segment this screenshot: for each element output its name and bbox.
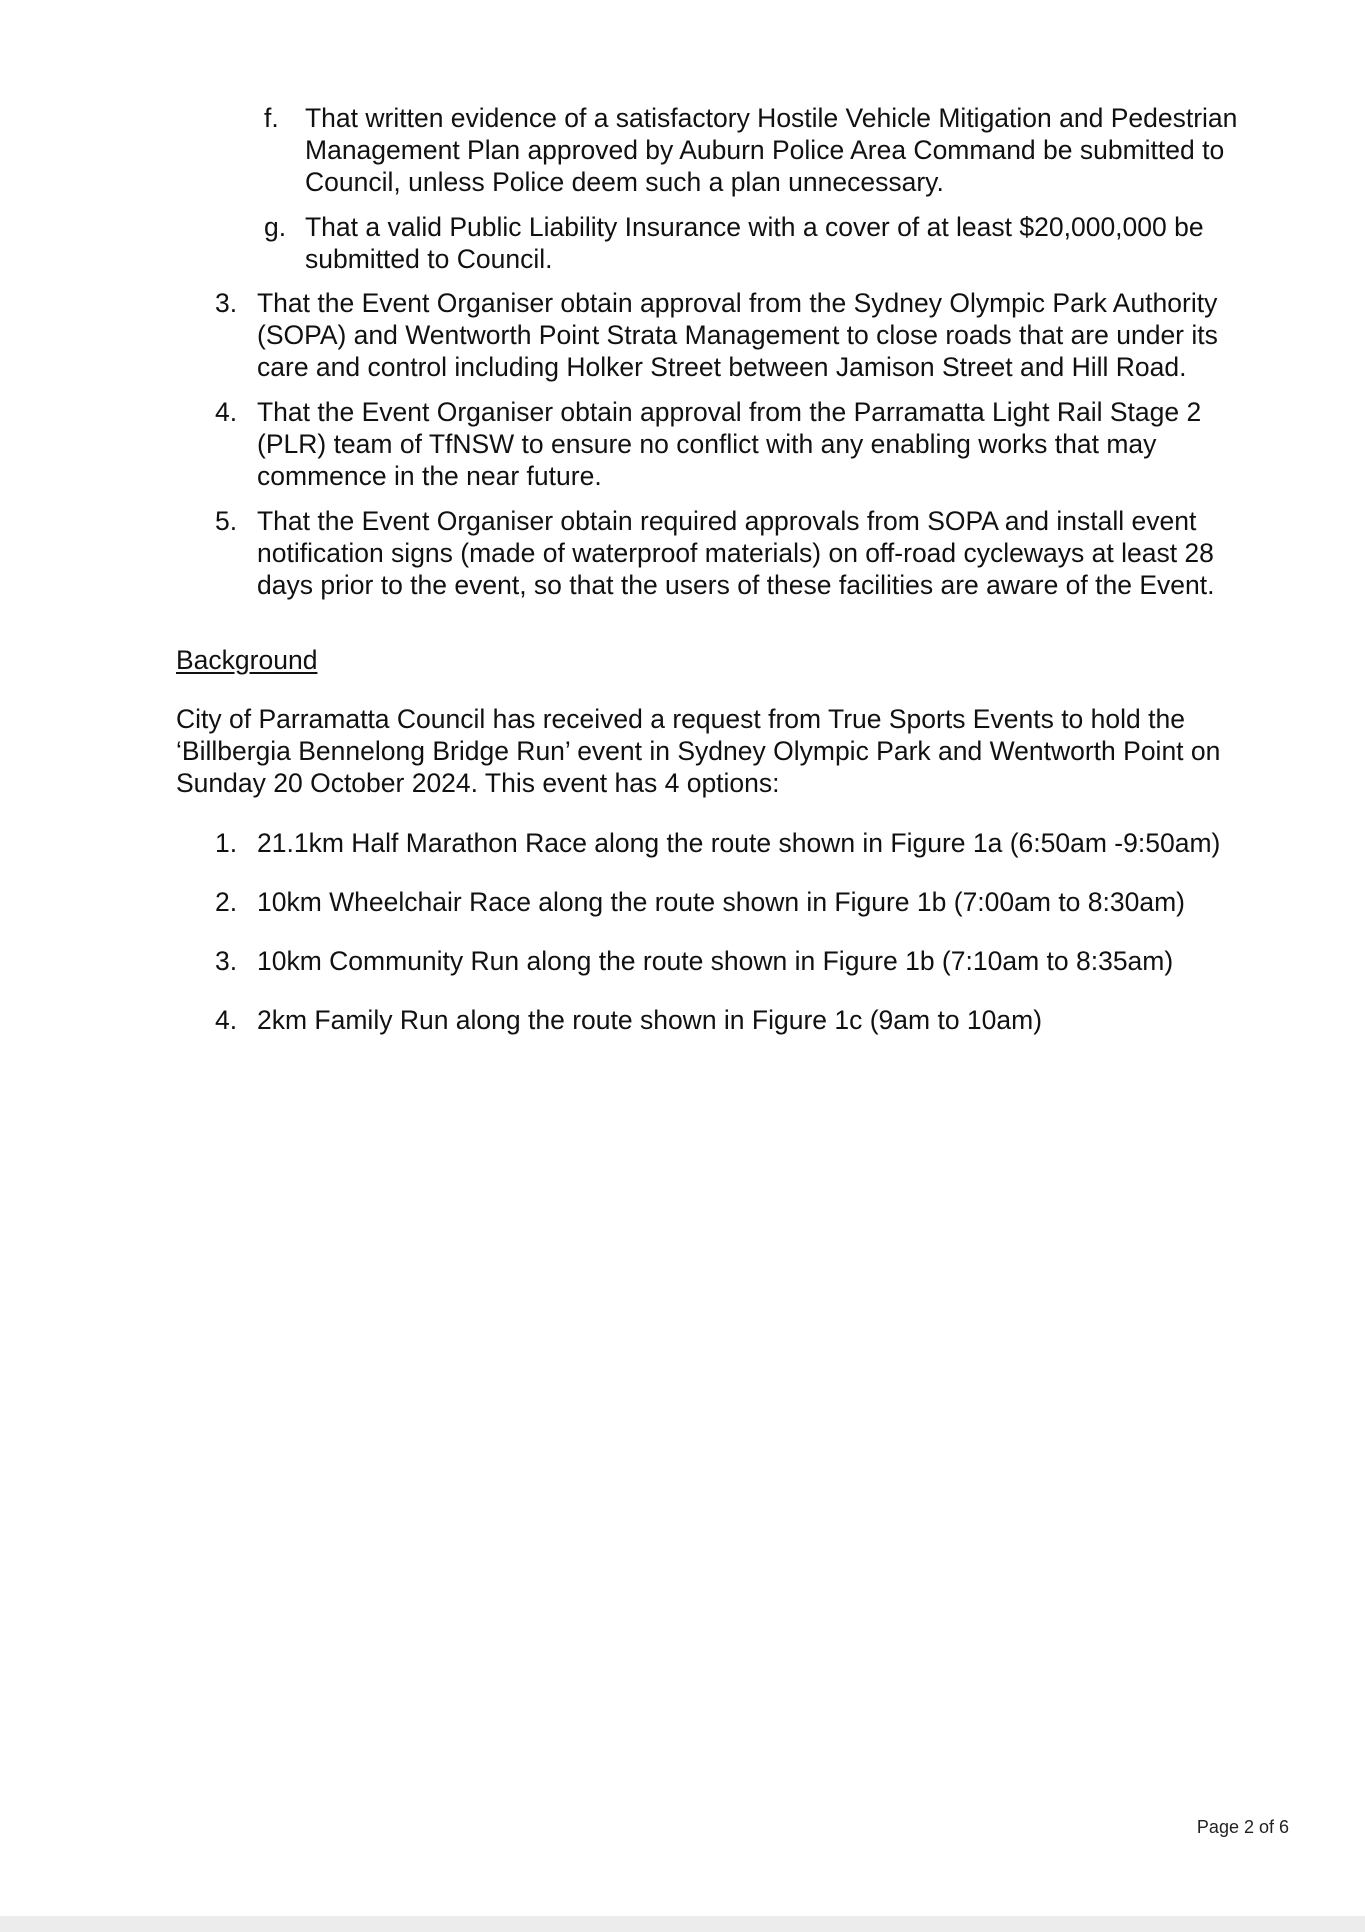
list-marker: 1. [215, 828, 238, 858]
text-line: notification signs (made of waterproof materials) on off-road cycleways at least 28 [257, 538, 1214, 568]
option-text: 10km Community Run along the route shown in Figure 1b (7:10am to 8:35am) [257, 946, 1174, 976]
recommendation-item-4 [215, 396, 1288, 492]
page-number: Page 2 of 6 [1196, 1817, 1289, 1837]
text-line: That the Event Organiser obtain approval from the Parramatta Light Rail Stage 2 [257, 397, 1202, 427]
section-heading-background: Background [176, 645, 318, 675]
text-line: commence in the near future. [257, 461, 602, 491]
list-marker: 3. [215, 946, 238, 976]
text-line: submitted to Council. [305, 244, 553, 274]
list-marker: f. [264, 103, 279, 133]
item-text [257, 505, 1288, 601]
list-marker: 4. [215, 1005, 238, 1035]
condition-text [305, 102, 1288, 198]
option-text: 2km Family Run along the route shown in Figure 1c (9am to 10am) [257, 1005, 1043, 1035]
list-marker: 5. [215, 506, 238, 536]
event-option-4 [215, 1004, 1042, 1036]
text-line: (SOPA) and Wentworth Point Strata Management to close roads that are under its [257, 320, 1218, 350]
item-text [257, 396, 1288, 492]
text-line: (PLR) team of TfNSW to ensure no conflict with any enabling works that may [257, 429, 1157, 459]
text-line: days prior to the event, so that the users of these facilities are aware of the Event. [257, 570, 1215, 600]
text-line: That a valid Public Liability Insurance with a cover of at least $20,000,000 be [305, 212, 1204, 242]
text-line: Management Plan approved by Auburn Police Area Command be submitted to [305, 135, 1225, 165]
option-text: 10km Wheelchair Race along the route shown in Figure 1b (7:00am to 8:30am) [257, 887, 1185, 917]
list-marker: g. [264, 212, 287, 242]
text-line: That the Event Organiser obtain approval from the Sydney Olympic Park Authority [257, 288, 1218, 318]
text-line: Sunday 20 October 2024. This event has 4 options: [176, 768, 780, 798]
text-line: That written evidence of a satisfactory Hostile Vehicle Mitigation and Pedestrian [305, 103, 1238, 133]
text-line: That the Event Organiser obtain required approvals from SOPA and install event [257, 506, 1197, 536]
event-option-3 [215, 945, 1173, 977]
text-line: Council, unless Police deem such a plan unnecessary. [305, 167, 944, 197]
list-marker: 2. [215, 887, 238, 917]
page-bottom-edge [0, 1916, 1365, 1932]
condition-f [264, 102, 1288, 198]
list-marker: 3. [215, 288, 238, 318]
condition-text [305, 211, 1288, 275]
event-option-2 [215, 886, 1185, 918]
recommendation-item-5 [215, 505, 1288, 601]
condition-g [264, 211, 1288, 275]
list-marker: 4. [215, 397, 238, 427]
text-line: ‘Billbergia Bennelong Bridge Run’ event in Sydney Olympic Park and Wentworth Point on [176, 736, 1221, 766]
recommendation-item-3 [215, 287, 1288, 383]
event-option-1 [215, 827, 1220, 859]
text-line: care and control including Holker Street between Jamison Street and Hill Road. [257, 352, 1187, 382]
background-paragraph [176, 703, 1288, 799]
item-text [257, 287, 1288, 383]
text-line: City of Parramatta Council has received a request from True Sports Events to hold the [176, 704, 1185, 734]
option-text: 21.1km Half Marathon Race along the route shown in Figure 1a (6:50am -9:50am) [257, 828, 1221, 858]
